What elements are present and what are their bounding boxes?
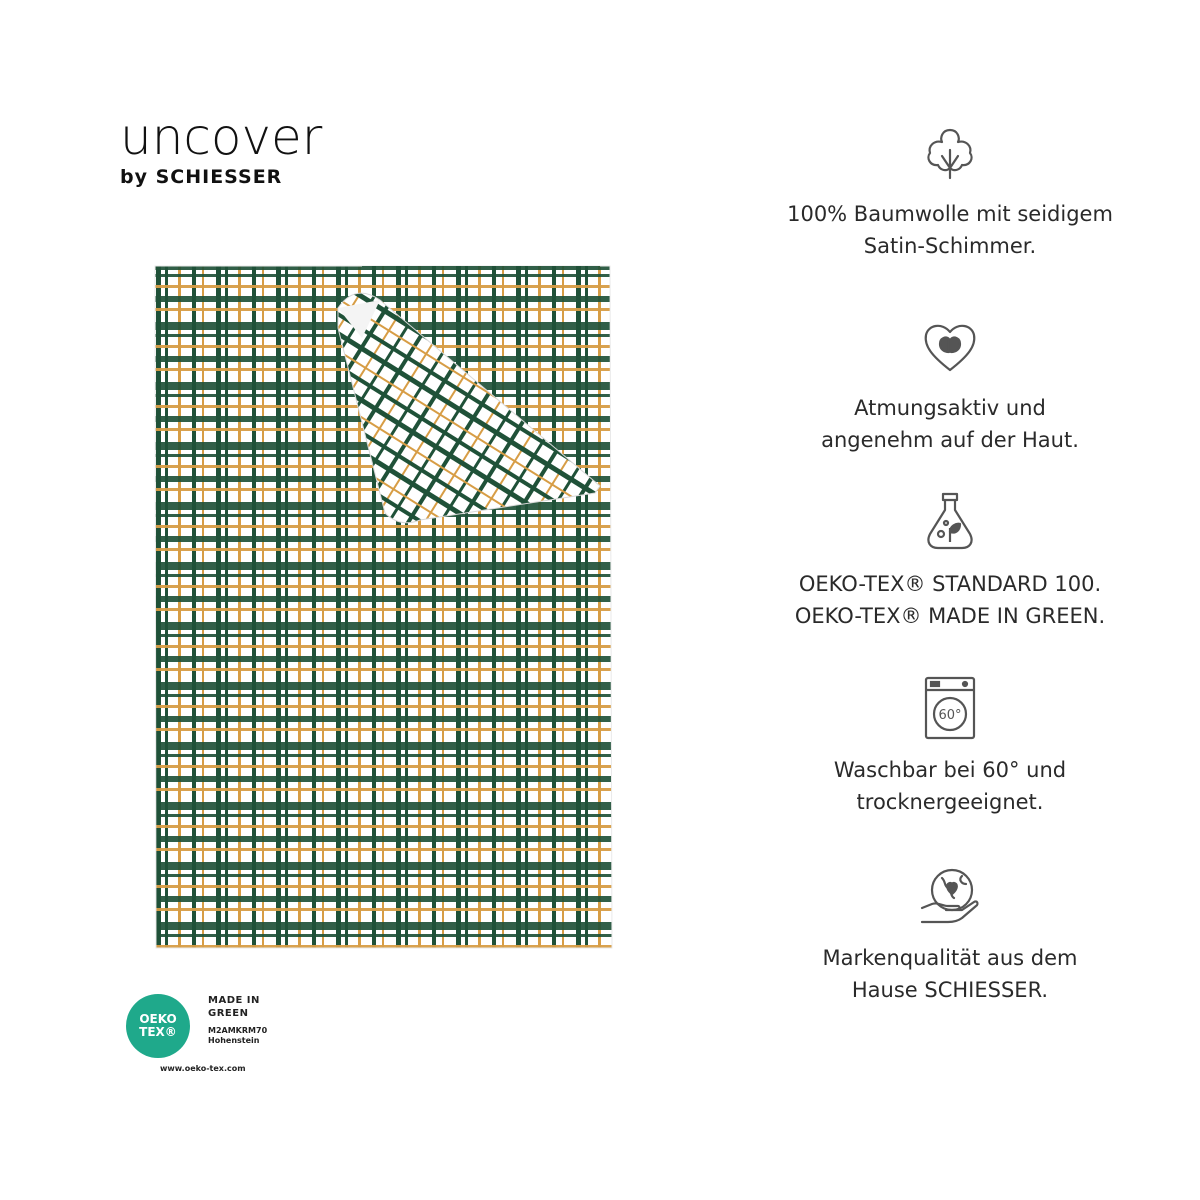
badge-title-1: MADE IN [208,995,260,1006]
oeko-tex-logo [126,994,190,1058]
feature-text-cotton: 100% Baumwolle mit seidigem Satin-Schimmer. [787,202,1113,258]
badge-url: www.oeko-tex.com [160,1064,246,1073]
feature-cotton [760,120,1140,262]
feature-text-quality: Markenqualität aus dem Hause SCHIESSER. [822,946,1078,1002]
feature-text-washable: Waschbar bei 60° und trocknergeeignet. [833,758,1067,814]
badge-title [208,994,288,1020]
feature-breathable [760,314,1140,456]
badge-title-2: GREEN [208,1008,249,1019]
feature-quality [760,864,1140,1006]
feature-washable [760,676,1140,818]
oeko-logo-text-1: OEKO [139,1012,177,1026]
badge-code-value: M2AMKRM70 [208,1026,268,1035]
feature-oekotex [760,490,1140,632]
brand-logo [120,110,380,188]
oeko-logo-text-2: TEX® [139,1025,177,1039]
product-image [150,258,620,958]
badge-code [208,1026,267,1046]
flask-plant-icon [918,490,982,554]
heart-leaf-icon [918,314,982,378]
oeko-tex-badge [126,990,286,1080]
washing-machine-icon [918,676,982,740]
wash-temperature-label: 60° [938,708,962,723]
feature-text-breathable: Atmungsaktiv und angenehm auf der Haut. [821,396,1079,452]
brand-wordmark: uncover [120,108,323,166]
brand-byline: by SCHIESSER [120,166,283,188]
cotton-icon [918,120,982,184]
badge-institute: Hohenstein [208,1036,260,1045]
feature-text-oekotex: OEKO-TEX® STANDARD 100. OEKO-TEX® MADE IN GREEN. [794,572,1106,628]
globe-hand-heart-icon [918,864,982,928]
